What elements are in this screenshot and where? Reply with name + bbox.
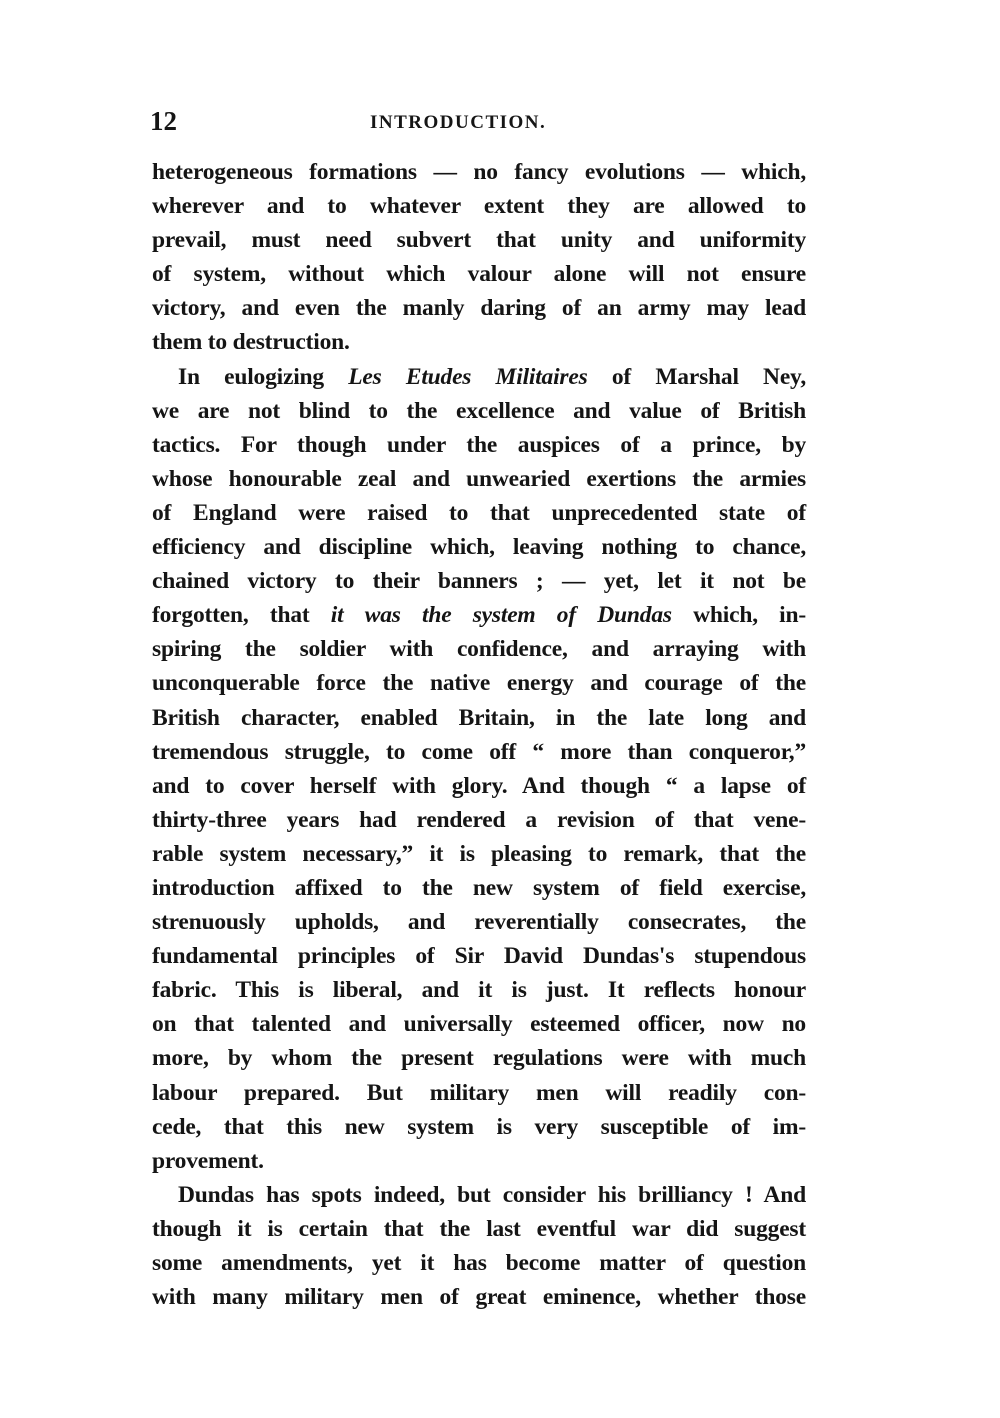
text-line: fundamental principles of Sir David Dundas's stupendous (152, 943, 806, 970)
text-line: provement. (152, 1147, 264, 1174)
running-title: INTRODUCTION. (370, 112, 547, 133)
text-line: wherever and to whatever extent they are allowed to (152, 193, 806, 220)
text-line: heterogeneous formations — no fancy evolutions — which, (152, 159, 806, 185)
text-line: cede, that this new system is very susceptible of im- (152, 1113, 806, 1140)
text-line (152, 360, 806, 394)
text-line: labour prepared. But military men will readily con- (152, 1079, 806, 1106)
text-line: and to cover herself with glory. And though “ a lapse of (152, 772, 806, 799)
emphasis-italic: it was the system of Dundas (330, 602, 672, 629)
text-line: prevail, must need subvert that unity and uniformity (152, 227, 806, 254)
text-line: spiring the soldier with confidence, and arraying with (152, 636, 806, 663)
page-number: 12 (150, 106, 177, 136)
text-line: introduction affixed to the new system of field exercise, (152, 874, 806, 901)
text-line: unconquerable force the native energy and courage of the (152, 670, 806, 697)
text-line: strenuously upholds, and reverentially consecrates, the (152, 909, 806, 936)
paragraph-3 (152, 1178, 806, 1314)
text-line: we are not blind to the excellence and value of British (152, 397, 806, 424)
text-line: some amendments, yet it has become matter of question (152, 1250, 806, 1276)
text-line: more, by whom the present regulations were with much (152, 1045, 806, 1072)
text-line: with many military men of great eminence, whether those (152, 1284, 806, 1311)
text-run: In eulogizing (178, 363, 349, 390)
text-line: of system, without which valour alone will not ensure (152, 261, 806, 288)
text-line: them to destruction. (152, 329, 350, 356)
text-line: thirty-three years had rendered a revision of that vene- (152, 806, 806, 833)
text-line: chained victory to their banners ; — yet, let it not be (152, 568, 806, 595)
text-line (152, 598, 806, 632)
text-line: tremendous struggle, to come off “ more than conqueror,” (152, 738, 806, 765)
text-run: of Marshal Ney, (587, 363, 806, 390)
text-line: tactics. For though under the auspices of a prince, by (152, 431, 806, 458)
text-run: which, in- (671, 602, 806, 629)
running-head (150, 104, 806, 138)
text-line: rable system necessary,” it is pleasing to remark, that the (152, 840, 806, 867)
paragraph-2 (152, 360, 806, 1178)
text-line: British character, enabled Britain, in the late long and (152, 704, 806, 731)
body-text (152, 155, 806, 1314)
text-line: on that talented and universally esteemed officer, now no (152, 1011, 806, 1038)
text-run: forgotten, that (152, 602, 331, 629)
text-line: Dundas has spots indeed, but consider his brilliancy ! And (178, 1181, 806, 1208)
text-line: efficiency and discipline which, leaving nothing to chance, (152, 534, 806, 561)
text-line: victory, and even the manly daring of an army may lead (152, 295, 806, 322)
text-line: whose honourable zeal and unwearied exertions the armies (152, 465, 806, 492)
text-line: of England were raised to that unprecedented state of (152, 499, 806, 526)
paragraph-1 (152, 155, 806, 360)
book-title-italic: Les Etudes Militaires (348, 363, 588, 390)
text-line: though it is certain that the last eventful war did suggest (152, 1215, 806, 1242)
text-line: fabric. This is liberal, and it is just. It reflects honour (152, 977, 806, 1004)
